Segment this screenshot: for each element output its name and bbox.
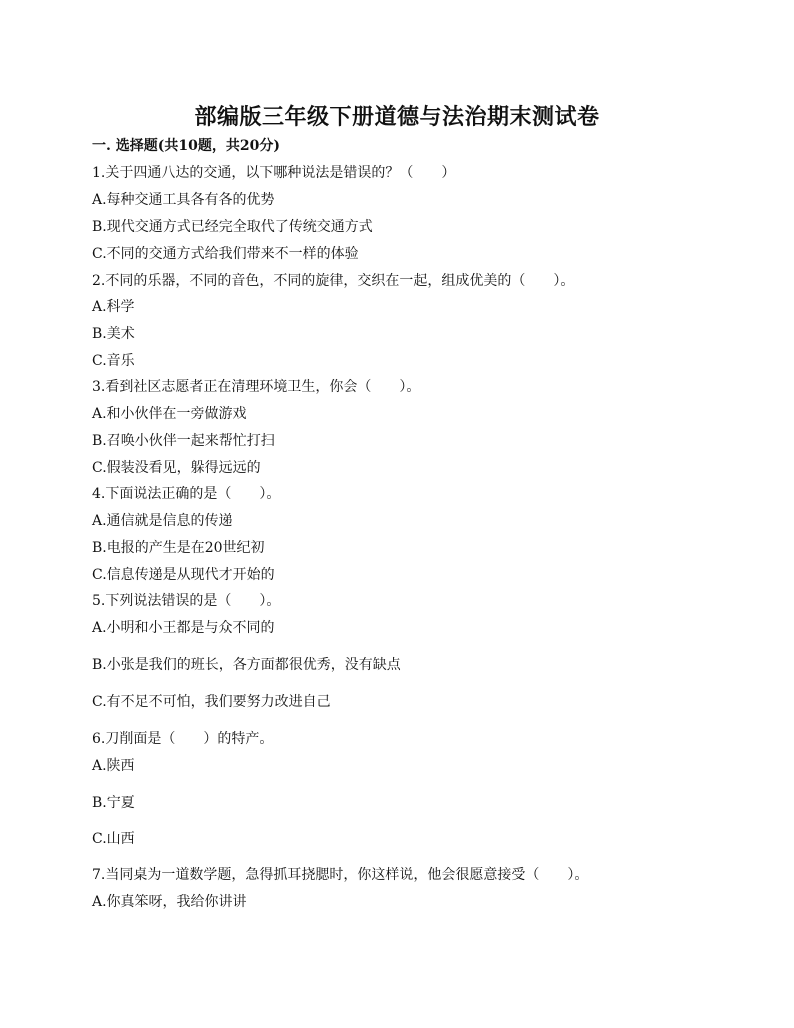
question-3-option-c: C.假装没看见，躲得远远的	[92, 460, 261, 476]
question-6-stem: 6.刀削面是（ ）的特产。	[92, 731, 274, 747]
question-5-stem: 5.下列说法错误的是（ ）。	[92, 593, 281, 609]
question-4-option-a: A.通信就是信息的传递	[92, 513, 233, 529]
question-1-option-c: C.不同的交通方式给我们带来不一样的体验	[92, 246, 359, 262]
question-6-option-b: B.宁夏	[92, 795, 135, 811]
question-2-stem: 2.不同的乐器，不同的音色，不同的旋律，交织在一起，组成优美的（ ）。	[92, 273, 575, 289]
question-4-stem: 4.下面说法正确的是（ ）。	[92, 486, 281, 502]
question-2-option-b: B.美术	[92, 326, 135, 342]
question-7-stem: 7.当同桌为一道数学题，急得抓耳挠腮时，你这样说，他会很愿意接受（ ）。	[92, 867, 589, 883]
question-5-option-c: C.有不足不可怕，我们要努力改进自己	[92, 694, 331, 710]
question-7-option-a: A.你真笨呀，我给你讲讲	[92, 894, 247, 910]
question-3-stem: 3.看到社区志愿者正在清理环境卫生，你会（ ）。	[92, 379, 421, 395]
question-6-option-c: C.山西	[92, 831, 135, 847]
question-2-option-a: A.科学	[92, 299, 135, 315]
question-2-option-c: C.音乐	[92, 353, 135, 369]
question-5-option-a: A.小明和小王都是与众不同的	[92, 620, 275, 636]
question-1-option-a: A.每种交通工具各有各的优势	[92, 192, 275, 208]
section-heading: 一. 选择题(共10题，共20分)	[92, 138, 280, 154]
question-3-option-b: B.召唤小伙伴一起来帮忙打扫	[92, 433, 275, 449]
question-6-option-a: A.陕西	[92, 758, 135, 774]
question-3-option-a: A.和小伙伴在一旁做游戏	[92, 406, 247, 422]
question-1-stem: 1.关于四通八达的交通，以下哪种说法是错误的？（ ）	[92, 165, 456, 181]
question-4-option-c: C.信息传递是从现代才开始的	[92, 567, 275, 583]
question-1-option-b: B.现代交通方式已经完全取代了传统交通方式	[92, 219, 373, 235]
page-title: 部编版三年级下册道德与法治期末测试卷	[194, 104, 600, 130]
question-5-option-b: B.小张是我们的班长，各方面都很优秀，没有缺点	[92, 657, 401, 673]
question-4-option-b: B.电报的产生是在20世纪初	[92, 540, 265, 556]
